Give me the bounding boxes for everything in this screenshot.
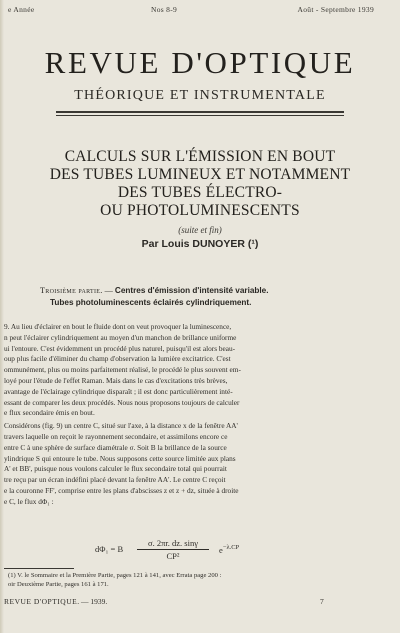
text-line: loyé pour l'étude de l'effet Raman. Mais dans le cas d'excitations très brèves, bbox=[4, 375, 228, 385]
flux-formula bbox=[95, 538, 295, 560]
text-line: e flux secondaire émis en bout. bbox=[4, 408, 95, 418]
paragraph-2 bbox=[4, 421, 352, 507]
text-line: e la couronne FF', comprise entre les plans d'abscisses z et z + dz, située à droite bbox=[4, 485, 239, 495]
formula-numerator: σ. 2πr. dz. sinγ bbox=[137, 538, 209, 550]
article-title-line: DES TUBES ÉLECTRO- bbox=[117, 184, 283, 201]
text-line: essant de comparer les deux procédés. Nous nous proposons toujours de calculer bbox=[4, 397, 240, 407]
journal-subtitle: THÉORIQUE ET INSTRUMENTALE bbox=[74, 88, 326, 103]
part-dash: — bbox=[102, 286, 115, 295]
article-title-line: OU PHOTOLUMINESCENTS bbox=[100, 202, 300, 219]
text-line: travers laquelle on reçoit le rayonnement secondaire, et assimilons encore ce bbox=[4, 431, 228, 441]
article-title bbox=[10, 148, 390, 220]
text-line: ylindrique S qui entoure le tube. Nous supposons cette source limitée aux plans bbox=[4, 453, 236, 463]
article-body bbox=[4, 322, 352, 508]
title-rule-bottom bbox=[56, 115, 344, 116]
header-date: Août - Septembre 1939 bbox=[297, 5, 374, 14]
article-title-line: CALCULS SUR L'ÉMISSION EN BOUT bbox=[64, 148, 336, 165]
footer-year: — 1939. bbox=[81, 597, 108, 606]
text-line: A' et BB', puisque nous voulons calculer le flux secondaire total qui pourrait bbox=[4, 464, 227, 474]
formula-lhs: dΦ₁ = B bbox=[95, 544, 124, 554]
formula-exponential bbox=[219, 544, 239, 555]
header-issue: Nos 8-9 bbox=[151, 5, 178, 14]
article-title-line: DES TUBES LUMINEUX ET NOTAMMENT bbox=[49, 166, 351, 183]
text-line: avantage de l'éclairage cylindrique disparaît ; il est donc particulièrement inté- bbox=[4, 386, 233, 396]
text-line: oup plus facile d'éliminer du champ d'observation la lumière excitatrice. C'est bbox=[4, 354, 231, 364]
journal-title: REVUE D'OPTIQUE bbox=[44, 45, 356, 80]
text-line: entre C à une sphère de surface diamétrale σ. Soit B la brillance de la source bbox=[4, 442, 227, 452]
paragraph-1 bbox=[4, 322, 352, 419]
continuation-note: (suite et fin) bbox=[178, 225, 222, 235]
part-title: Centres d'émission d'intensité variable. bbox=[114, 286, 269, 295]
title-rule-top bbox=[56, 111, 344, 113]
part-subtitle: Tubes photoluminescents éclairés cylindriquement. bbox=[50, 298, 252, 307]
text-line: Considérons (fig. 9) un centre C, situé sur l'axe, à la distance x de la fenêtre AA' bbox=[4, 421, 238, 431]
text-line: tre reçu par un écran indéfini placé devant la fenêtre AA'. Le centre C reçoit bbox=[4, 475, 226, 485]
text-line: ui l'entoure. C'est évidemment un procédé plus naturel, puisqu'il est alors beau- bbox=[4, 343, 236, 353]
part-heading bbox=[40, 285, 380, 309]
running-header bbox=[8, 5, 392, 17]
text-line: 9. Au lieu d'éclairer en bout le fluide dont on veut provoquer la luminescence, bbox=[4, 322, 232, 331]
footer-journal: REVUE D'OPTIQUE. bbox=[4, 597, 80, 606]
formula-fraction bbox=[137, 538, 209, 561]
formula-denominator: CP² bbox=[166, 551, 180, 561]
author-line: Par Louis DUNOYER (¹) bbox=[141, 238, 259, 250]
header-year: e Année bbox=[8, 5, 35, 14]
exponent-value: −λ.CP bbox=[222, 544, 240, 551]
footnote bbox=[8, 571, 360, 589]
text-line: e C, le flux dΦ₁ : bbox=[4, 496, 54, 506]
footnote-rule bbox=[4, 568, 74, 569]
footnote-line: oir Deuxième Partie, pages 161 à 171. bbox=[8, 581, 109, 588]
page-number: 7 bbox=[320, 597, 324, 606]
footnote-line: (1) V. le Sommaire et la Première Partie, pages 121 à 141, avec Errata page 200 : bbox=[8, 572, 222, 579]
text-line: ommunément, plus ou moins parfaitement réalisé, le procédé le plus souvent em- bbox=[4, 365, 241, 375]
part-label: Troisième partie. bbox=[40, 286, 103, 295]
exponent-base: e bbox=[219, 544, 223, 555]
text-line: n peut l'éclairer cylindriquement au moyen d'un manchon de brillance uniforme bbox=[4, 332, 237, 342]
